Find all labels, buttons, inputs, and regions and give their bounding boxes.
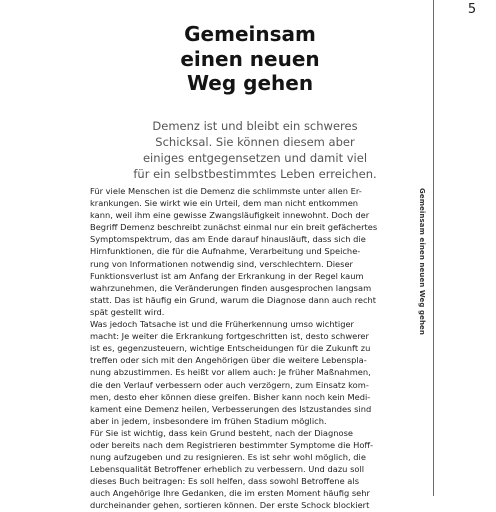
body-line: Was jedoch Tatsache ist und die Früherkennung umso wichtiger xyxy=(90,319,354,330)
chapter-title-line: Gemeinsam xyxy=(184,22,316,46)
body-line: statt. Das ist häufig ein Grund, warum die Diagnose dann auch recht xyxy=(90,294,377,305)
body-line: nung abzustimmen. Es heißt vor allem auch: Je früher Maßnahmen, xyxy=(90,367,371,378)
body-line: kann, weil ihm eine gewisse Zwangsläufigkeit innewohnt. Doch der xyxy=(90,210,370,221)
body-line: Funktionsverlust ist am Anfang der Erkrankung in der Regel kaum xyxy=(90,270,364,281)
body-line: durcheinander gehen, sortieren können. Der erste Schock blockiert xyxy=(90,500,370,511)
intro-line: für ein selbstbestimmtes Leben erreichen. xyxy=(133,167,377,181)
chapter-title-line: einen neuen xyxy=(180,46,320,71)
body-line: Begriff Demenz beschreibt zunächst einmal nur ein breit gefächertes xyxy=(90,222,378,233)
body-line: auch Angehörige Ihre Gedanken, die im ersten Moment häufig sehr xyxy=(90,488,370,499)
body-line: dieses Buch beitragen: Es soll helfen, dass sowohl Betroffene als xyxy=(90,476,360,487)
intro-text xyxy=(95,118,415,182)
body-line: Für Sie ist wichtig, dass kein Grund besteht, nach der Diagnose xyxy=(90,427,354,438)
intro-line: Schicksal. Sie können diesem aber xyxy=(155,135,355,149)
body-line: krankungen. Sie wirkt wie ein Urteil, dem man nicht entkommen xyxy=(90,198,359,209)
body-line: spät gestellt wird. xyxy=(90,306,165,317)
body-line: Hirnfunktionen, die für die Aufnahme, Verarbeitung und Speiche- xyxy=(90,246,361,257)
body-line: ist es, gegenzusteuern, wichtige Entscheidungen für die Zukunft zu xyxy=(90,343,371,354)
page-number: 5 xyxy=(467,2,477,17)
body-line: Lebensqualität Betroffener erheblich zu verbessern. Und dazu soll xyxy=(90,464,365,475)
chapter-divider-line xyxy=(433,0,434,496)
body-line: rung von Informationen notwendig sind, verschlechtern. Dieser xyxy=(90,258,353,269)
body-line: men, desto eher können diese greifen. Bisher kann noch kein Medi- xyxy=(90,391,371,402)
body-line: die den Verlauf verbessern oder auch verzögern, zum Einsatz kom- xyxy=(90,379,369,390)
body-line: Für viele Menschen ist die Demenz die schlimmste unter allen Er- xyxy=(90,186,362,196)
intro-line: Demenz ist und bleibt ein schweres xyxy=(152,119,358,133)
body-line: Symptomspektrum, das am Ende darauf hinausläuft, dass sich die xyxy=(90,234,366,245)
side-chapter-label: Gemeinsam einen neuen Weg gehen xyxy=(418,188,426,335)
chapter-title-line: Weg gehen xyxy=(186,71,314,95)
body-line: treffen oder sich mit den Angehörigen über die weitere Lebenspla- xyxy=(90,355,367,366)
body-line: nung aufzugeben und zu resignieren. Es ist sehr wohl möglich, die xyxy=(90,452,366,463)
body-line: oder bereits nach dem Registrieren bestimmter Symptome die Hoff- xyxy=(90,439,374,450)
body-line: aber in jedem, insbesondere im frühen Stadium möglich. xyxy=(90,415,327,426)
intro-line: einiges entgegensetzen und damit viel xyxy=(142,151,368,165)
body-line: macht: Je weiter die Erkrankung fortgeschritten ist, desto schwerer xyxy=(90,331,369,342)
chapter-title xyxy=(100,22,400,96)
body-line: wahrzunehmen, die Veränderungen finden ausgesprochen langsam xyxy=(90,282,372,293)
body-line: kament eine Demenz heilen, Verbesserungen des Istzustandes sind xyxy=(90,403,372,414)
body-text xyxy=(90,185,408,512)
